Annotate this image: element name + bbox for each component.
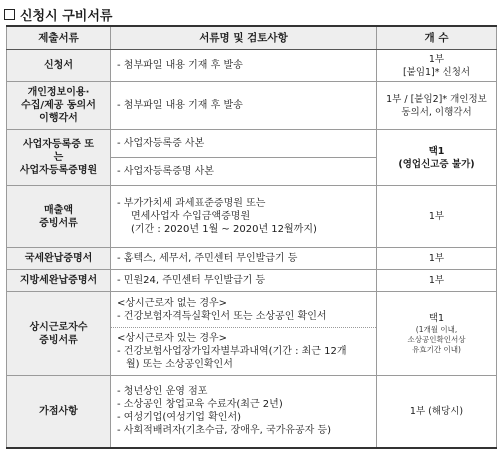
section-title-text: 신청시 구비서류 (20, 8, 113, 24)
row-count: 1부 (해당시) (377, 376, 497, 448)
row-count: 1부 (377, 270, 497, 292)
section-title (4, 6, 112, 22)
row-count: 택1 (영업신고증 불가) (377, 130, 497, 186)
row-count: 1부 (377, 186, 497, 248)
header-count: 개 수 (377, 26, 497, 50)
row-description: - 홈텍스, 세무서, 주민센터 무인발급기 등 (111, 248, 377, 270)
table-row (7, 292, 497, 328)
row-category: 가점사항 (7, 376, 111, 448)
header-description: 서류명 및 검토사항 (111, 26, 377, 50)
required-documents-table (6, 25, 497, 449)
table-row (7, 270, 497, 292)
row-category: 국세완납증명서 (7, 248, 111, 270)
row-category: 신청서 (7, 50, 111, 82)
table-row (7, 130, 497, 158)
row-description: <상시근로자 없는 경우> - 건강보험자격득실확인서 또는 소상공인 확인서 (111, 292, 377, 328)
row-category: 개인정보이용· 수집/제공 동의서 이행각서 (7, 82, 111, 130)
row-category: 지방세완납증명서 (7, 270, 111, 292)
row-description: - 첨부파일 내용 기재 후 발송 (111, 50, 377, 82)
row-description: - 사업자등록증명 사본 (111, 158, 377, 186)
row-count: 1부 [붙임1]* 신청서 (377, 50, 497, 82)
table-row (7, 248, 497, 270)
table-row (7, 376, 497, 448)
table-header-row (7, 26, 497, 50)
row-description: - 민원24, 주민센터 무인발급기 등 (111, 270, 377, 292)
row-description: - 사업자등록증 사본 (111, 130, 377, 158)
header-documents: 제출서류 (7, 26, 111, 50)
row-count: 택1 (1개월 이내, 소상공인확인서상 유효기간 이내) (377, 292, 497, 376)
row-description: <상시근로자 있는 경우> - 건강보험사업장가입자별부과내역(기간 : 최근 12개 월) 또는 소상공인확인서 (111, 328, 377, 376)
row-count: 1부 (377, 248, 497, 270)
row-category: 사업자등록증 또 는 사업자등록증명원 (7, 130, 111, 186)
table-row (7, 82, 497, 130)
row-category: 매출액 증빙서류 (7, 186, 111, 248)
table-row (7, 50, 497, 82)
table-row (7, 186, 497, 248)
row-description: - 부가가치세 과세표준증명원 또는 면세사업자 수입금액증명원 (기간 : 2020년 1월 ~ 2020년 12월까지) (111, 186, 377, 248)
row-description: - 첨부파일 내용 기재 후 발송 (111, 82, 377, 130)
row-count: 1부 / [붙임2]* 개인정보 동의서, 이행각서 (377, 82, 497, 130)
row-description: - 청년상인 운영 점포 - 소상공인 창업교육 수료자(최근 2년) - 여성기업(여성기업 확인서) - 사회적배려자(기초수급, 장애우, 국가유공자 등) (111, 376, 377, 448)
checkbox-icon (4, 9, 15, 20)
row-category: 상시근로자수 증빙서류 (7, 292, 111, 376)
